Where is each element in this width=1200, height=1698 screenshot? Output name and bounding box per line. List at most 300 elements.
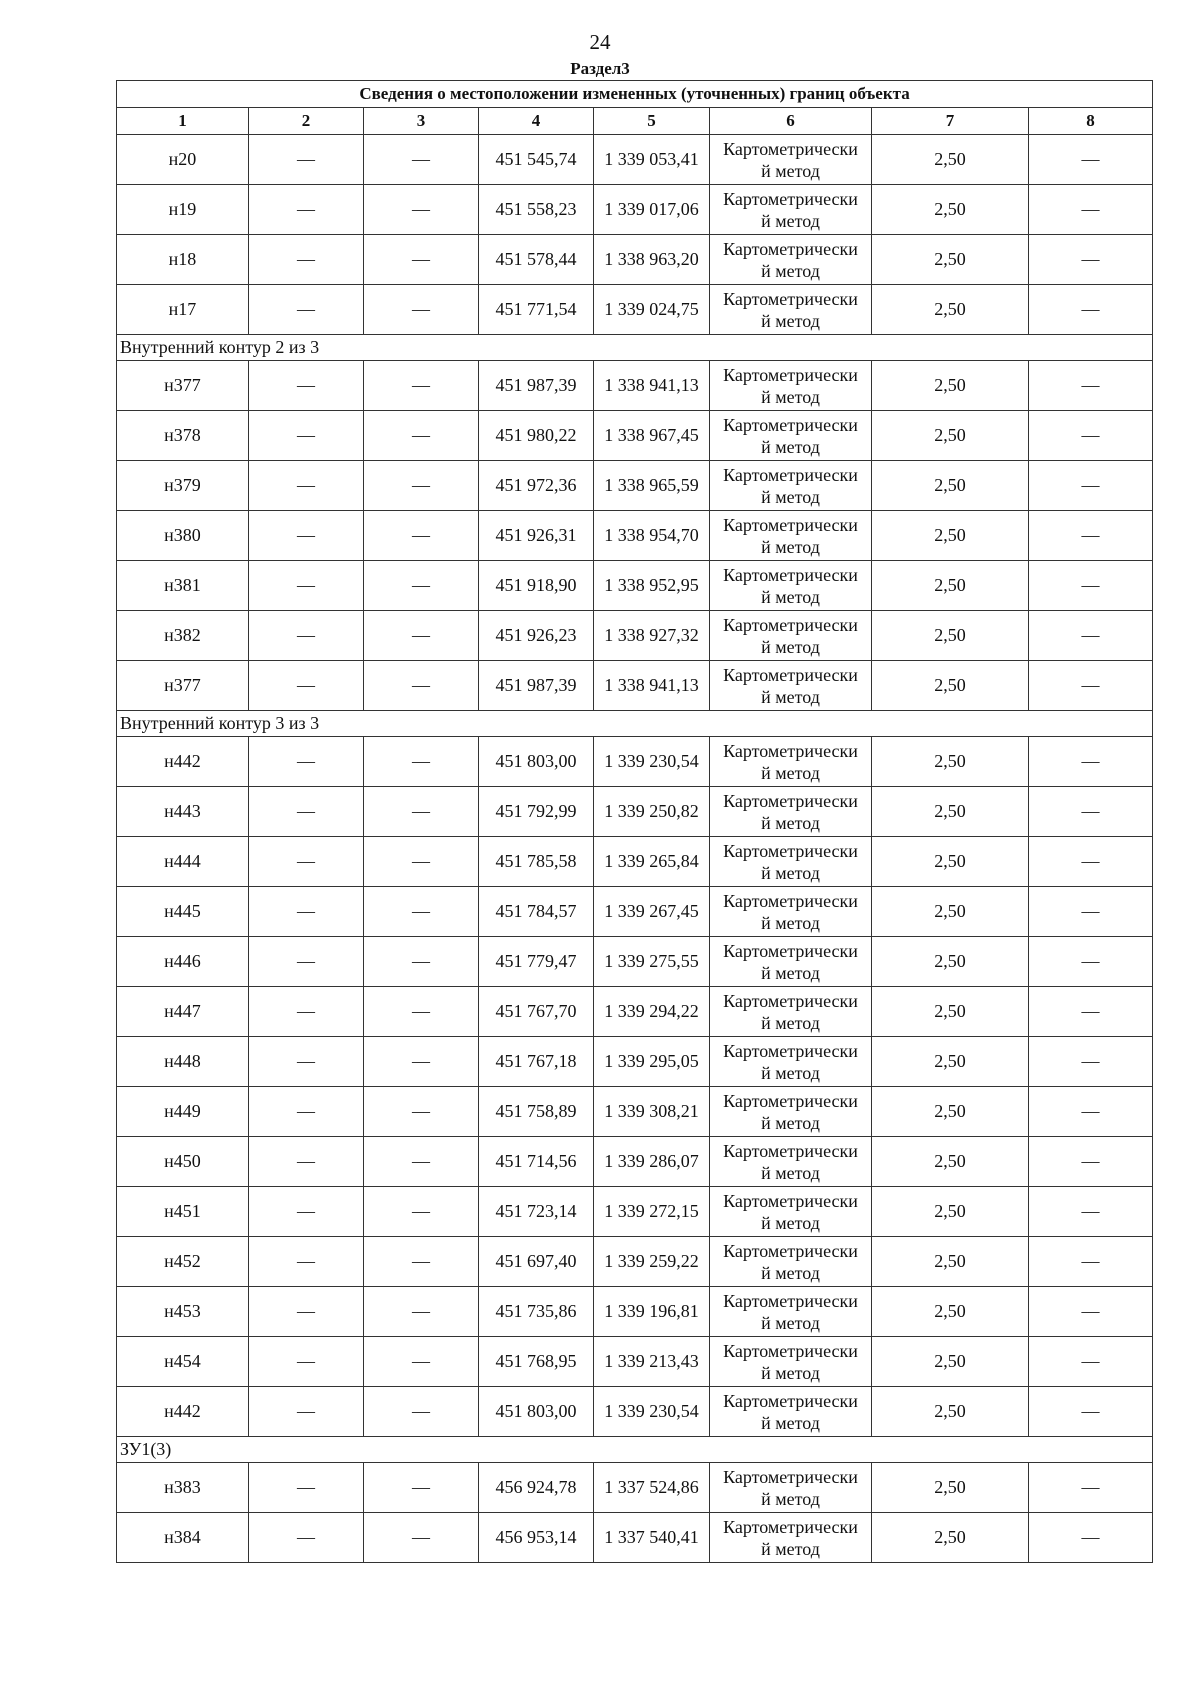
y-coordinate-cell: 1 339 230,54 [594,1387,710,1437]
method-cell [710,1037,872,1087]
contour-row [117,335,1153,361]
y-coordinate-cell: 1 339 275,55 [594,937,710,987]
col8-cell: — [1029,185,1153,235]
table-row [117,1463,1153,1513]
accuracy-cell: 2,50 [872,787,1029,837]
method-line-2: й метод [761,812,820,833]
method-line-1: Картометрически [723,464,858,485]
col3-cell: — [364,285,479,335]
method-line-1: Картометрически [723,1040,858,1061]
accuracy-cell: 2,50 [872,1513,1029,1563]
method-cell [710,135,872,185]
col2-cell: — [249,511,364,561]
method-line-1: Картометрически [723,288,858,309]
contour-row [117,711,1153,737]
table-row [117,461,1153,511]
column-header-5: 5 [594,108,710,135]
y-coordinate-cell: 1 339 265,84 [594,837,710,887]
y-coordinate-cell: 1 339 294,22 [594,987,710,1037]
col2-cell: — [249,135,364,185]
method-cell [710,285,872,335]
col2-cell: — [249,1513,364,1563]
y-coordinate-cell: 1 338 927,32 [594,611,710,661]
table-row [117,235,1153,285]
accuracy-cell: 2,50 [872,461,1029,511]
point-name-cell: н446 [117,937,249,987]
y-coordinate-cell: 1 338 965,59 [594,461,710,511]
col2-cell: — [249,887,364,937]
col3-cell: — [364,837,479,887]
col2-cell: — [249,787,364,837]
table-row [117,937,1153,987]
point-name-cell: н18 [117,235,249,285]
point-name-cell: н379 [117,461,249,511]
y-coordinate-cell: 1 339 024,75 [594,285,710,335]
col3-cell: — [364,1513,479,1563]
method-line-2: й метод [761,210,820,231]
accuracy-cell: 2,50 [872,1037,1029,1087]
col8-cell: — [1029,1237,1153,1287]
table-row [117,837,1153,887]
accuracy-cell: 2,50 [872,1087,1029,1137]
col2-cell: — [249,837,364,887]
method-line-1: Картометрически [723,364,858,385]
method-line-1: Картометрически [723,990,858,1011]
column-header-1: 1 [117,108,249,135]
x-coordinate-cell: 451 558,23 [479,185,594,235]
table-row [117,1187,1153,1237]
method-line-2: й метод [761,160,820,181]
table-body [117,135,1153,1563]
table-row [117,1137,1153,1187]
method-line-2: й метод [761,1412,820,1433]
x-coordinate-cell: 451 987,39 [479,361,594,411]
point-name-cell: н378 [117,411,249,461]
col2-cell: — [249,1037,364,1087]
method-line-1: Картометрически [723,740,858,761]
method-cell [710,737,872,787]
col8-cell: — [1029,285,1153,335]
column-header-3: 3 [364,108,479,135]
x-coordinate-cell: 451 545,74 [479,135,594,185]
x-coordinate-cell: 456 924,78 [479,1463,594,1513]
method-line-1: Картометрически [723,664,858,685]
x-coordinate-cell: 451 767,18 [479,1037,594,1087]
col3-cell: — [364,937,479,987]
y-coordinate-cell: 1 339 213,43 [594,1337,710,1387]
method-line-2: й метод [761,1488,820,1509]
column-header-row [117,108,1153,135]
method-line-1: Картометрически [723,1290,858,1311]
col3-cell: — [364,135,479,185]
y-coordinate-cell: 1 339 017,06 [594,185,710,235]
method-line-2: й метод [761,1062,820,1083]
method-cell [710,1187,872,1237]
point-name-cell: н382 [117,611,249,661]
method-cell [710,987,872,1037]
x-coordinate-cell: 451 926,31 [479,511,594,561]
method-line-2: й метод [761,1162,820,1183]
col3-cell: — [364,887,479,937]
col8-cell: — [1029,987,1153,1037]
col8-cell: — [1029,135,1153,185]
method-line-1: Картометрически [723,1516,858,1537]
y-coordinate-cell: 1 339 230,54 [594,737,710,787]
col3-cell: — [364,561,479,611]
col8-cell: — [1029,1137,1153,1187]
point-name-cell: н377 [117,361,249,411]
y-coordinate-cell: 1 337 524,86 [594,1463,710,1513]
point-name-cell: н20 [117,135,249,185]
y-coordinate-cell: 1 337 540,41 [594,1513,710,1563]
table-row [117,1337,1153,1387]
method-line-2: й метод [761,862,820,883]
table-row [117,285,1153,335]
method-line-1: Картометрически [723,1390,858,1411]
col2-cell: — [249,461,364,511]
column-header-6: 6 [710,108,872,135]
method-cell [710,235,872,285]
point-name-cell: н453 [117,1287,249,1337]
method-cell [710,837,872,887]
col3-cell: — [364,611,479,661]
accuracy-cell: 2,50 [872,937,1029,987]
method-line-1: Картометрически [723,614,858,635]
contour-label: Внутренний контур 2 из 3 [117,335,1153,361]
method-line-1: Картометрически [723,1090,858,1111]
col3-cell: — [364,1387,479,1437]
col8-cell: — [1029,887,1153,937]
method-line-1: Картометрически [723,1240,858,1261]
point-name-cell: н445 [117,887,249,937]
col3-cell: — [364,1237,479,1287]
x-coordinate-cell: 451 779,47 [479,937,594,987]
y-coordinate-cell: 1 338 952,95 [594,561,710,611]
x-coordinate-cell: 451 768,95 [479,1337,594,1387]
contour-label: Внутренний контур 3 из 3 [117,711,1153,737]
accuracy-cell: 2,50 [872,361,1029,411]
method-line-2: й метод [761,436,820,457]
col3-cell: — [364,1287,479,1337]
col8-cell: — [1029,411,1153,461]
x-coordinate-cell: 451 771,54 [479,285,594,335]
accuracy-cell: 2,50 [872,1137,1029,1187]
col2-cell: — [249,361,364,411]
x-coordinate-cell: 451 980,22 [479,411,594,461]
x-coordinate-cell: 451 714,56 [479,1137,594,1187]
method-line-1: Картометрически [723,414,858,435]
point-name-cell: н383 [117,1463,249,1513]
method-line-1: Картометрически [723,840,858,861]
col2-cell: — [249,1137,364,1187]
table-row [117,737,1153,787]
table-row [117,987,1153,1037]
method-cell [710,1237,872,1287]
accuracy-cell: 2,50 [872,737,1029,787]
y-coordinate-cell: 1 339 250,82 [594,787,710,837]
table-row [117,1387,1153,1437]
point-name-cell: н444 [117,837,249,887]
x-coordinate-cell: 451 784,57 [479,887,594,937]
point-name-cell: н450 [117,1137,249,1187]
method-line-2: й метод [761,962,820,983]
table-row [117,611,1153,661]
x-coordinate-cell: 451 735,86 [479,1287,594,1337]
y-coordinate-cell: 1 339 295,05 [594,1037,710,1087]
y-coordinate-cell: 1 338 941,13 [594,661,710,711]
col8-cell: — [1029,1087,1153,1137]
column-header-8: 8 [1029,108,1153,135]
accuracy-cell: 2,50 [872,1187,1029,1237]
y-coordinate-cell: 1 338 954,70 [594,511,710,561]
col3-cell: — [364,787,479,837]
col3-cell: — [364,361,479,411]
x-coordinate-cell: 451 803,00 [479,737,594,787]
method-line-2: й метод [761,486,820,507]
y-coordinate-cell: 1 339 286,07 [594,1137,710,1187]
col2-cell: — [249,1337,364,1387]
method-line-1: Картометрически [723,1340,858,1361]
x-coordinate-cell: 451 697,40 [479,1237,594,1287]
col8-cell: — [1029,511,1153,561]
method-cell [710,511,872,561]
col3-cell: — [364,1037,479,1087]
accuracy-cell: 2,50 [872,1287,1029,1337]
accuracy-cell: 2,50 [872,1463,1029,1513]
method-cell [710,787,872,837]
col3-cell: — [364,235,479,285]
accuracy-cell: 2,50 [872,887,1029,937]
col8-cell: — [1029,1337,1153,1387]
y-coordinate-cell: 1 339 259,22 [594,1237,710,1287]
accuracy-cell: 2,50 [872,511,1029,561]
col3-cell: — [364,1087,479,1137]
column-header-7: 7 [872,108,1029,135]
x-coordinate-cell: 451 918,90 [479,561,594,611]
col2-cell: — [249,1237,364,1287]
accuracy-cell: 2,50 [872,987,1029,1037]
method-line-2: й метод [761,912,820,933]
col8-cell: — [1029,837,1153,887]
col8-cell: — [1029,1287,1153,1337]
col8-cell: — [1029,461,1153,511]
table-row [117,185,1153,235]
section-title: Раздел3 [570,59,630,78]
point-name-cell: н451 [117,1187,249,1237]
col8-cell: — [1029,1037,1153,1087]
y-coordinate-cell: 1 338 967,45 [594,411,710,461]
method-line-1: Картометрически [723,890,858,911]
col2-cell: — [249,1387,364,1437]
method-cell [710,1287,872,1337]
method-line-2: й метод [761,686,820,707]
method-line-2: й метод [761,1112,820,1133]
point-name-cell: н447 [117,987,249,1037]
point-name-cell: н442 [117,737,249,787]
col8-cell: — [1029,1513,1153,1563]
col3-cell: — [364,1187,479,1237]
col2-cell: — [249,661,364,711]
method-line-2: й метод [761,1312,820,1333]
x-coordinate-cell: 451 803,00 [479,1387,594,1437]
col3-cell: — [364,661,479,711]
x-coordinate-cell: 456 953,14 [479,1513,594,1563]
col8-cell: — [1029,737,1153,787]
method-line-1: Картометрически [723,1140,858,1161]
y-coordinate-cell: 1 339 267,45 [594,887,710,937]
x-coordinate-cell: 451 972,36 [479,461,594,511]
col3-cell: — [364,411,479,461]
page-number: 24 [589,30,611,54]
accuracy-cell: 2,50 [872,185,1029,235]
method-line-1: Картометрически [723,514,858,535]
method-cell [710,1087,872,1137]
x-coordinate-cell: 451 723,14 [479,1187,594,1237]
point-name-cell: н449 [117,1087,249,1137]
boundary-coordinates-table [116,80,1153,1563]
y-coordinate-cell: 1 339 272,15 [594,1187,710,1237]
y-coordinate-cell: 1 339 196,81 [594,1287,710,1337]
x-coordinate-cell: 451 785,58 [479,837,594,887]
y-coordinate-cell: 1 339 053,41 [594,135,710,185]
method-cell [710,887,872,937]
y-coordinate-cell: 1 338 963,20 [594,235,710,285]
table-row [117,411,1153,461]
method-cell [710,185,872,235]
method-line-2: й метод [761,386,820,407]
accuracy-cell: 2,50 [872,1387,1029,1437]
y-coordinate-cell: 1 339 308,21 [594,1087,710,1137]
method-cell [710,361,872,411]
col8-cell: — [1029,787,1153,837]
table-row [117,1087,1153,1137]
point-name-cell: н442 [117,1387,249,1437]
accuracy-cell: 2,50 [872,837,1029,887]
table-row [117,1513,1153,1563]
table-row [117,361,1153,411]
column-header-2: 2 [249,108,364,135]
table-title: Сведения о местоположении измененных (уточненных) границ объекта [117,81,1153,108]
method-line-2: й метод [761,260,820,281]
method-line-1: Картометрически [723,138,858,159]
col3-cell: — [364,1463,479,1513]
method-line-1: Картометрически [723,564,858,585]
accuracy-cell: 2,50 [872,411,1029,461]
method-line-2: й метод [761,1362,820,1383]
col2-cell: — [249,737,364,787]
col3-cell: — [364,1337,479,1387]
method-line-2: й метод [761,1538,820,1559]
table-row [117,1237,1153,1287]
col2-cell: — [249,611,364,661]
point-name-cell: н454 [117,1337,249,1387]
point-name-cell: н448 [117,1037,249,1087]
accuracy-cell: 2,50 [872,135,1029,185]
method-cell [710,561,872,611]
method-cell [710,461,872,511]
method-cell [710,937,872,987]
method-cell [710,1137,872,1187]
method-cell [710,1337,872,1387]
method-cell [710,1463,872,1513]
table-row [117,887,1153,937]
table-row [117,561,1153,611]
method-line-1: Картометрически [723,238,858,259]
method-line-2: й метод [761,1212,820,1233]
method-line-2: й метод [761,1012,820,1033]
col8-cell: — [1029,235,1153,285]
method-cell [710,1387,872,1437]
accuracy-cell: 2,50 [872,235,1029,285]
col2-cell: — [249,411,364,461]
table-row [117,661,1153,711]
col8-cell: — [1029,1387,1153,1437]
method-line-1: Картометрически [723,1466,858,1487]
col2-cell: — [249,235,364,285]
col2-cell: — [249,285,364,335]
method-line-2: й метод [761,1262,820,1283]
col8-cell: — [1029,561,1153,611]
method-line-2: й метод [761,310,820,331]
table-row [117,135,1153,185]
point-name-cell: н380 [117,511,249,561]
accuracy-cell: 2,50 [872,661,1029,711]
method-line-1: Картометрически [723,790,858,811]
col2-cell: — [249,1287,364,1337]
col2-cell: — [249,1463,364,1513]
point-name-cell: н17 [117,285,249,335]
col2-cell: — [249,1187,364,1237]
col8-cell: — [1029,937,1153,987]
method-line-1: Картометрически [723,1190,858,1211]
table-row [117,1037,1153,1087]
x-coordinate-cell: 451 987,39 [479,661,594,711]
col8-cell: — [1029,611,1153,661]
point-name-cell: н19 [117,185,249,235]
method-cell [710,661,872,711]
accuracy-cell: 2,50 [872,1237,1029,1287]
table-row [117,1287,1153,1337]
col3-cell: — [364,1137,479,1187]
point-name-cell: н452 [117,1237,249,1287]
col3-cell: — [364,511,479,561]
method-cell [710,411,872,461]
col3-cell: — [364,737,479,787]
method-line-2: й метод [761,536,820,557]
x-coordinate-cell: 451 792,99 [479,787,594,837]
x-coordinate-cell: 451 767,70 [479,987,594,1037]
point-name-cell: н443 [117,787,249,837]
point-name-cell: н381 [117,561,249,611]
col8-cell: — [1029,1463,1153,1513]
x-coordinate-cell: 451 926,23 [479,611,594,661]
accuracy-cell: 2,50 [872,561,1029,611]
col2-cell: — [249,1087,364,1137]
method-cell [710,1513,872,1563]
method-line-2: й метод [761,636,820,657]
method-line-1: Картометрически [723,940,858,961]
method-line-2: й метод [761,762,820,783]
col8-cell: — [1029,1187,1153,1237]
y-coordinate-cell: 1 338 941,13 [594,361,710,411]
col2-cell: — [249,561,364,611]
method-cell [710,611,872,661]
accuracy-cell: 2,50 [872,611,1029,661]
col3-cell: — [364,185,479,235]
contour-row [117,1437,1153,1463]
contour-label: ЗУ1(3) [117,1437,1153,1463]
col3-cell: — [364,987,479,1037]
